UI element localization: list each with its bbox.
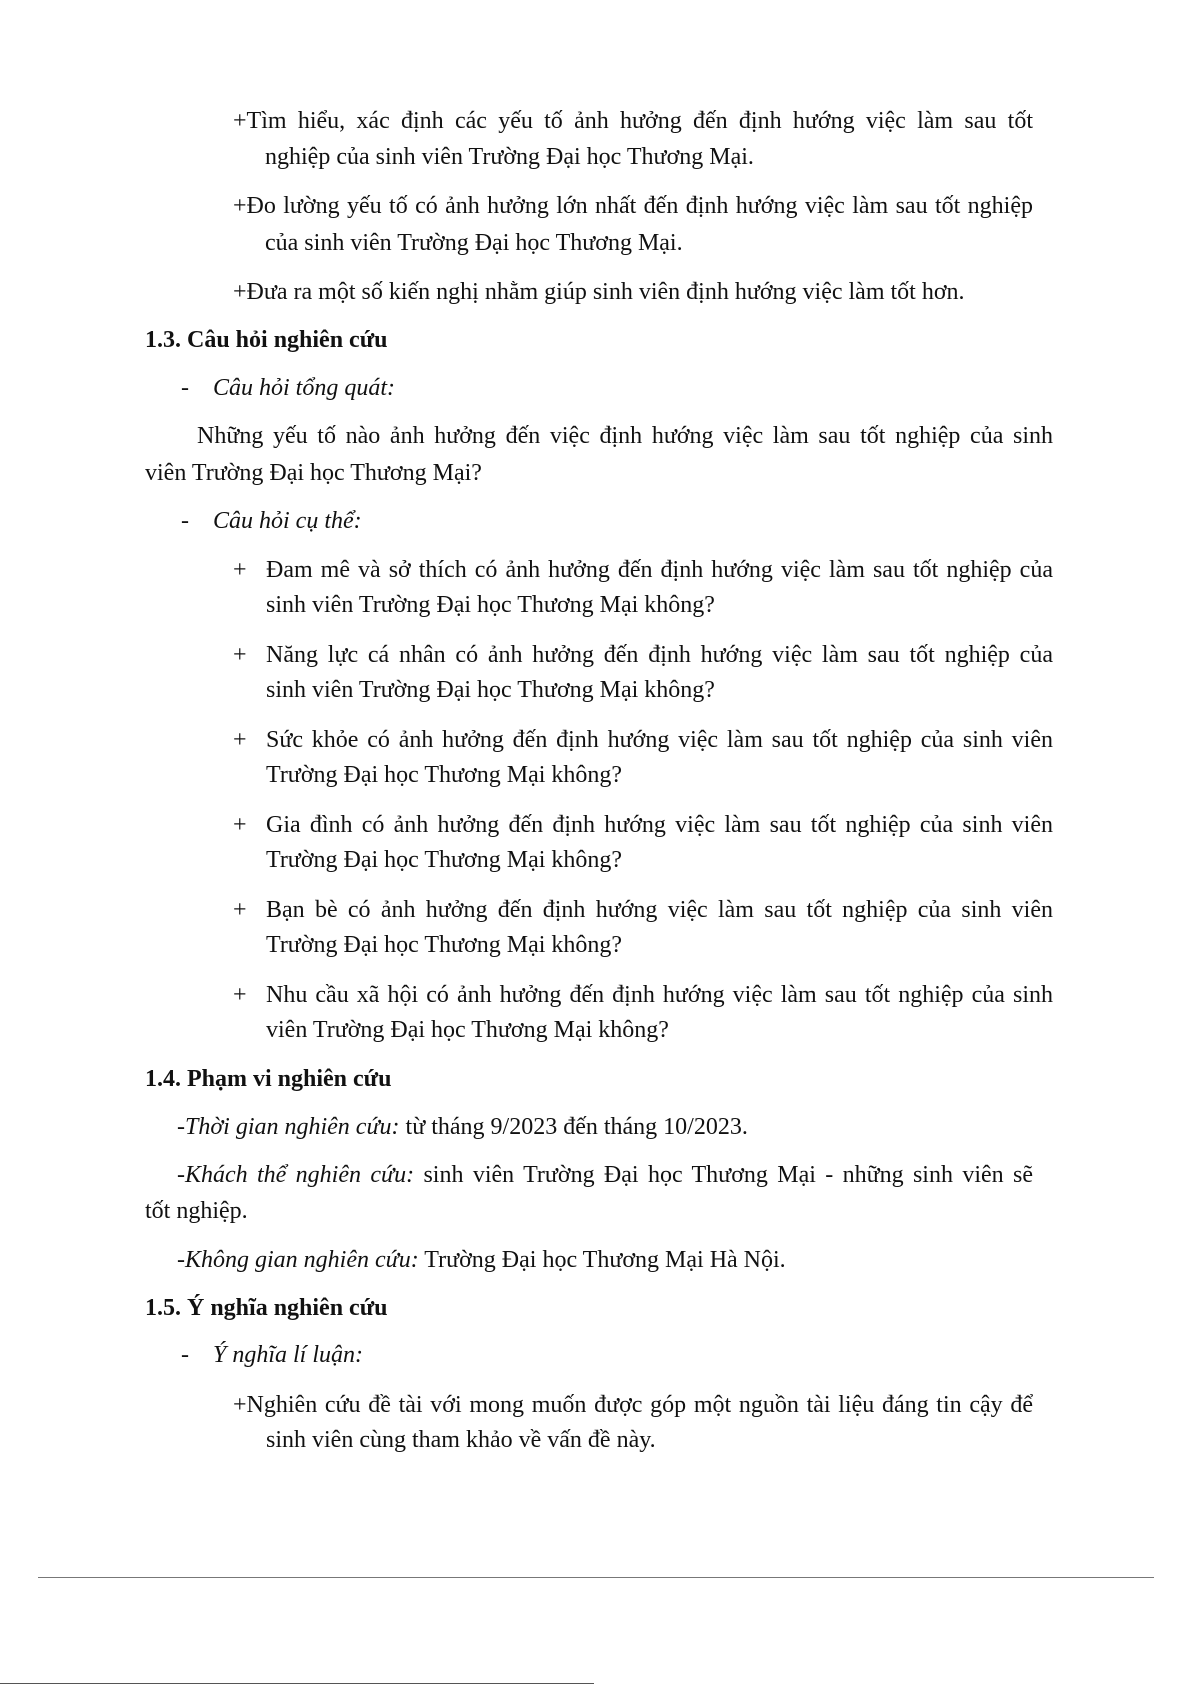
theory-dash: - bbox=[181, 1342, 189, 1368]
research-subject-label: -Khách thể nghiên cứu: bbox=[177, 1162, 415, 1188]
research-time bbox=[177, 1112, 748, 1142]
research-space bbox=[177, 1245, 786, 1275]
question-5-bullet: + bbox=[233, 897, 247, 923]
question-3-line-2: Trường Đại học Thương Mại không? bbox=[266, 762, 623, 788]
research-subject-value: sinh viên Trường Đại học Thương Mại - những sinh viên sẽ bbox=[414, 1162, 1033, 1188]
theory-label: Ý nghĩa lí luận: bbox=[213, 1342, 364, 1368]
question-5-line-2: Trường Đại học Thương Mại không? bbox=[266, 932, 623, 958]
research-subject-line-2: tốt nghiệp. bbox=[145, 1198, 248, 1224]
section-1-5-heading: 1.5. Ý nghĩa nghiên cứu bbox=[145, 1295, 388, 1321]
general-question-line-2: viên Trường Đại học Thương Mại? bbox=[145, 460, 482, 486]
research-space-value: Trường Đại học Thương Mại Hà Nội. bbox=[418, 1247, 786, 1273]
general-question-dash: - bbox=[181, 375, 189, 401]
question-2-bullet: + bbox=[233, 642, 247, 668]
research-time-value: từ tháng 9/2023 đến tháng 10/2023. bbox=[399, 1114, 748, 1140]
question-1-line-1: Đam mê và sở thích có ảnh hưởng đến định hướng việc làm sau tốt nghiệp của bbox=[266, 557, 1053, 583]
question-4-line-2: Trường Đại học Thương Mại không? bbox=[266, 847, 623, 873]
theory-item-1-line-1: +Nghiên cứu đề tài với mong muốn được góp một nguồn tài liệu đáng tin cậy để bbox=[233, 1392, 1033, 1418]
question-5-line-1: Bạn bè có ảnh hưởng đến định hướng việc làm sau tốt nghiệp của sinh viên bbox=[266, 897, 1053, 923]
research-space-label: -Không gian nghiên cứu: bbox=[177, 1247, 419, 1273]
general-question-label: Câu hỏi tổng quát: bbox=[213, 375, 396, 401]
objective-2-line-1: +Đo lường yếu tố có ảnh hưởng lớn nhất đến định hướng việc làm sau tốt nghiệp bbox=[233, 193, 1033, 219]
question-4-bullet: + bbox=[233, 812, 247, 838]
question-2-line-1: Năng lực cá nhân có ảnh hưởng đến định hướng việc làm sau tốt nghiệp của bbox=[266, 642, 1053, 668]
research-time-label: -Thời gian nghiên cứu: bbox=[177, 1114, 400, 1140]
objective-3-line-1: +Đưa ra một số kiến nghị nhằm giúp sinh viên định hướng việc làm tốt hơn. bbox=[233, 279, 965, 305]
question-6-bullet: + bbox=[233, 982, 247, 1008]
question-4-line-1: Gia đình có ảnh hưởng đến định hướng việc làm sau tốt nghiệp của sinh viên bbox=[266, 812, 1053, 838]
specific-question-label: Câu hỏi cụ thể: bbox=[213, 508, 362, 534]
question-6-line-1: Nhu cầu xã hội có ảnh hưởng đến định hướng việc làm sau tốt nghiệp của sinh bbox=[266, 982, 1053, 1008]
theory-item-1-line-2: sinh viên cùng tham khảo về vấn đề này. bbox=[266, 1427, 656, 1453]
objective-2-line-2: của sinh viên Trường Đại học Thương Mại. bbox=[265, 230, 683, 256]
specific-question-dash: - bbox=[181, 508, 189, 534]
general-question-line-1: Những yếu tố nào ảnh hưởng đến việc định hướng việc làm sau tốt nghiệp của sinh bbox=[197, 423, 1053, 449]
question-2-line-2: sinh viên Trường Đại học Thương Mại không? bbox=[266, 677, 715, 703]
section-1-3-heading: 1.3. Câu hỏi nghiên cứu bbox=[145, 327, 388, 353]
question-1-bullet: + bbox=[233, 557, 247, 583]
objective-1-line-1: +Tìm hiểu, xác định các yếu tố ảnh hưởng đến định hướng việc làm sau tốt bbox=[233, 108, 1033, 134]
question-3-line-1: Sức khỏe có ảnh hưởng đến định hướng việc làm sau tốt nghiệp của sinh viên bbox=[266, 727, 1053, 753]
question-3-bullet: + bbox=[233, 727, 247, 753]
question-6-line-2: viên Trường Đại học Thương Mại không? bbox=[266, 1017, 669, 1043]
bottom-edge-rule bbox=[0, 1683, 594, 1684]
question-1-line-2: sinh viên Trường Đại học Thương Mại không? bbox=[266, 592, 715, 618]
objective-1-line-2: nghiệp của sinh viên Trường Đại học Thương Mại. bbox=[265, 144, 754, 170]
section-1-4-heading: 1.4. Phạm vi nghiên cứu bbox=[145, 1066, 392, 1092]
research-subject bbox=[177, 1160, 1033, 1190]
footer-divider bbox=[38, 1577, 1154, 1578]
